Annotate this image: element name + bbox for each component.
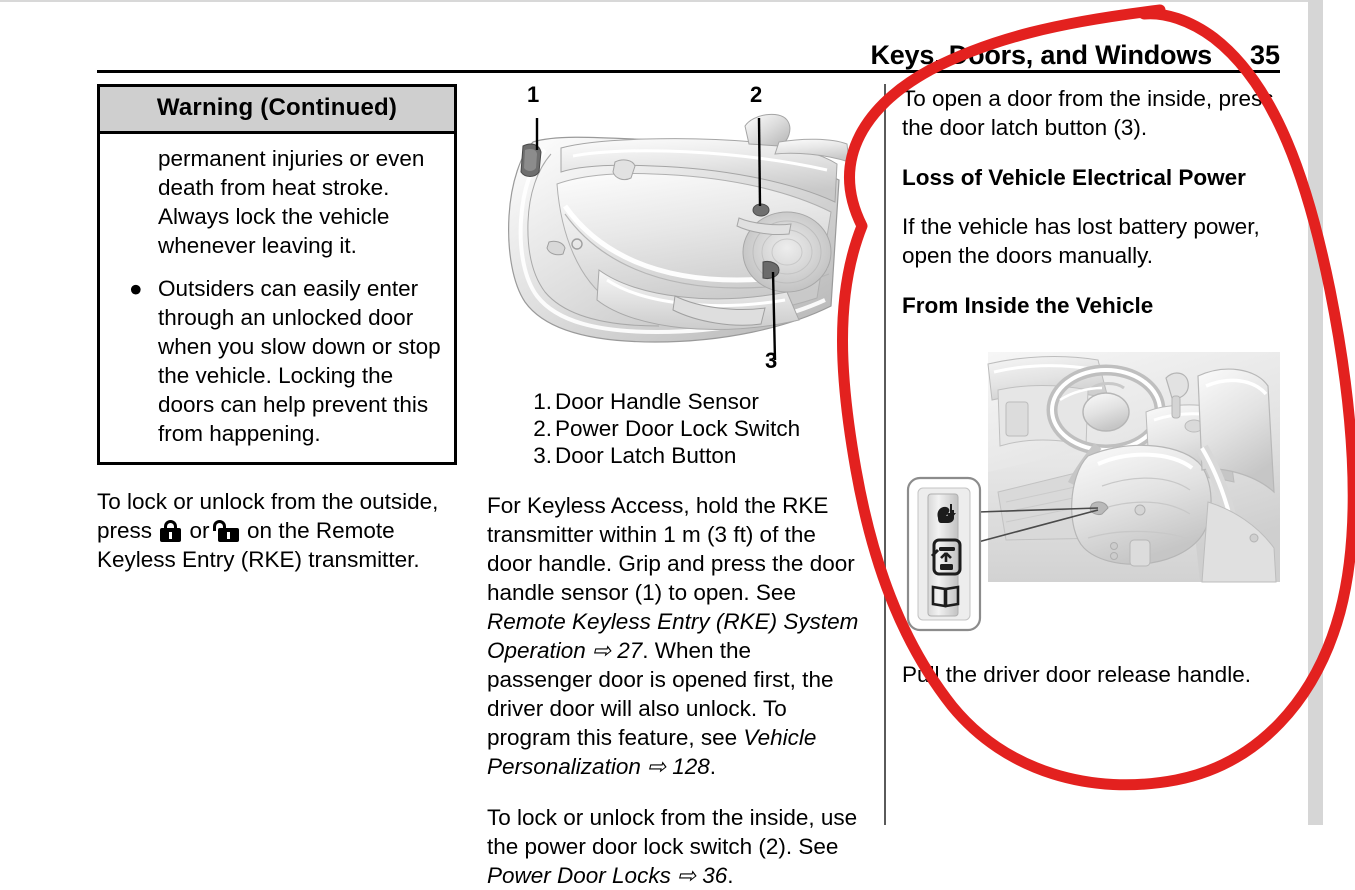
car-door-interior-illustration xyxy=(487,84,859,374)
warning-box xyxy=(97,84,457,465)
outside-lock-text-after: on the Remote Keyless Entry (RKE) transmitter. xyxy=(97,518,420,572)
cross-reference-arrow-icon-3: ⇨ xyxy=(677,863,696,888)
lock-open-icon xyxy=(218,520,239,542)
running-header xyxy=(97,36,1280,70)
cross-reference-arrow-icon-1: ⇨ xyxy=(592,638,611,663)
cross-reference-arrow-icon-2: ⇨ xyxy=(647,754,666,779)
cross-reference-power-door-locks[interactable]: Power Door Locks xyxy=(487,863,671,888)
page-outer-margin xyxy=(1323,0,1355,825)
page-title: Keys, Doors, and Windows xyxy=(870,40,1212,70)
page-top-hairline xyxy=(0,0,1310,2)
legend-label-3: Door Latch Button xyxy=(555,443,737,468)
figure-callout-2: 2 xyxy=(750,82,763,107)
page-number: 35 xyxy=(1249,40,1280,70)
legend-number-3: 3. xyxy=(533,443,552,468)
cross-reference-page-2: 128 xyxy=(672,754,710,779)
warning-bullet-list xyxy=(112,274,442,448)
warning-continued-paragraph: permanent injuries or even death from heat stroke. Always lock the vehicle whenever leaving it. xyxy=(158,146,425,258)
inside-lock-paragraph xyxy=(487,803,859,890)
legend-label-2: Power Door Lock Switch xyxy=(555,416,801,441)
cross-reference-vehicle-personalization[interactable]: Vehicle Personalization xyxy=(487,725,817,779)
lock-closed-icon xyxy=(160,520,181,542)
legend-item-2 xyxy=(487,415,859,442)
keyless-access-text-1: For Keyless Access, hold the RKE transmitter within 1 m (3 ft) of the door handle. Grip and press the door handle sensor (1) to open. See xyxy=(487,493,855,605)
warning-bullet-text: Outsiders can easily enter through an unlocked door when you slow down or stop the vehicle. Locking the doors can help prevent this from happening. xyxy=(158,276,441,446)
heading-from-inside-the-vehicle: From Inside the Vehicle xyxy=(902,293,1154,318)
cross-reference-page-1: 27 xyxy=(617,638,643,663)
warning-box-body xyxy=(100,134,454,462)
open-door-inside-paragraph: To open a door from the inside, press the door latch button (3). xyxy=(902,86,1274,140)
figure-legend-list xyxy=(487,388,859,469)
legend-number-2: 2. xyxy=(533,416,552,441)
keyless-access-text-3: . xyxy=(709,754,717,779)
outside-lock-text-middle: or xyxy=(183,518,216,543)
legend-item-3 xyxy=(487,442,859,469)
right-column xyxy=(902,84,1280,689)
heading-loss-of-vehicle-electrical-power: Loss of Vehicle Electrical Power xyxy=(902,165,1246,190)
header-rule xyxy=(97,70,1280,73)
column-divider xyxy=(884,84,886,825)
legend-item-1 xyxy=(487,388,859,415)
figure-caption-pull-release-handle: Pull the driver door release handle. xyxy=(902,662,1251,687)
keyless-access-text-2: . When the passenger door is opened first, the driver door will also unlock. To program this feature, see xyxy=(487,638,834,750)
figure-callout-1: 1 xyxy=(527,82,540,107)
vehicle-interior-door-release-illustration xyxy=(902,342,1280,642)
inside-lock-text-1: To lock or unlock from the inside, use the power door lock switch (2). See xyxy=(487,805,858,859)
keyless-access-paragraph xyxy=(487,491,859,781)
outside-lock-text-before: To lock or unlock from the outside, press xyxy=(97,489,439,543)
cross-reference-rke-system-operation[interactable]: Remote Keyless Entry (RKE) System Operation xyxy=(487,609,859,663)
inside-lock-text-2: . xyxy=(727,863,734,888)
figure-callout-3: 3 xyxy=(765,348,778,373)
middle-column xyxy=(487,84,859,890)
power-loss-paragraph: If the vehicle has lost battery power, open the doors manually. xyxy=(902,214,1260,268)
legend-number-1: 1. xyxy=(533,389,552,414)
warning-bullet-item xyxy=(112,274,442,448)
page-gutter-band xyxy=(1308,0,1323,825)
cross-reference-page-3: 36 xyxy=(702,863,728,888)
bullet-icon: ● xyxy=(129,276,143,301)
left-column xyxy=(97,84,463,574)
warning-box-title: Warning (Continued) xyxy=(100,87,454,134)
legend-label-1: Door Handle Sensor xyxy=(555,389,759,414)
outside-lock-paragraph xyxy=(97,487,463,574)
